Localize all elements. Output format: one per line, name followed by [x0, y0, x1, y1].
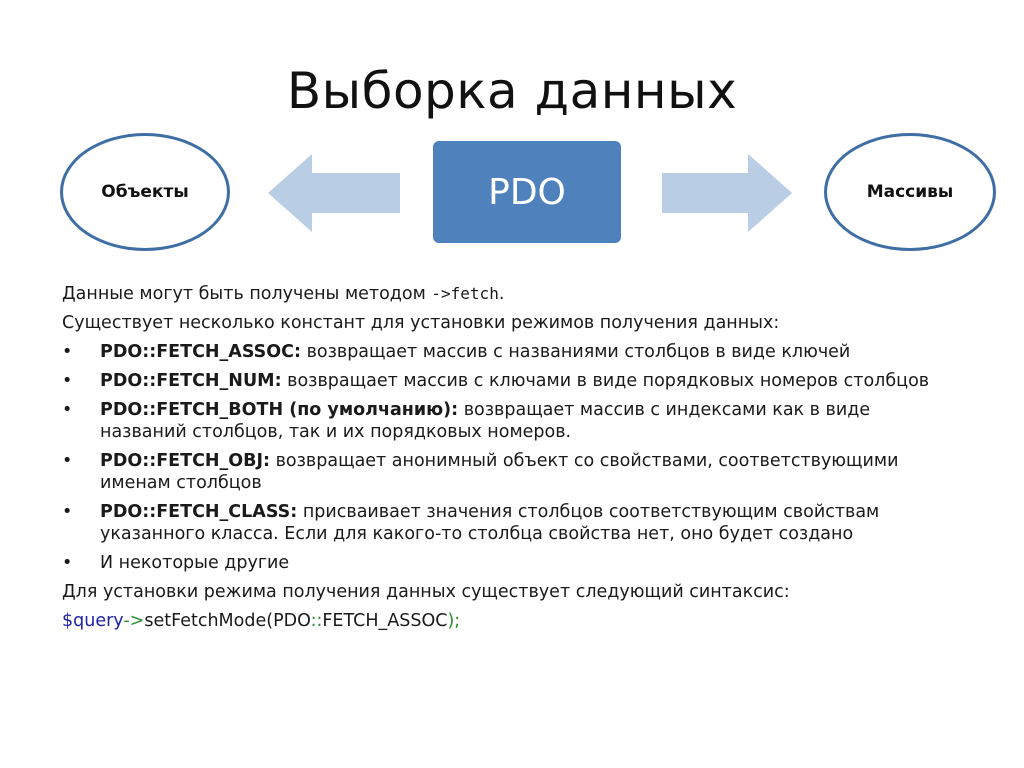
- arrow-right-icon: [662, 154, 792, 232]
- pdo-box: [433, 141, 621, 243]
- bullet-desc: возвращает массив с индексами как в виде названий столбцов, так и их порядковых номеров.: [100, 400, 871, 442]
- pdo-label: PDO: [488, 171, 566, 213]
- list-item: [62, 501, 962, 545]
- bullet-marker: •: [62, 451, 73, 471]
- list-item: [62, 552, 962, 574]
- bullet-desc: возвращает массив с названиями столбцов в виде ключей: [301, 342, 851, 362]
- intro-line-1-suffix: .: [498, 284, 505, 304]
- bullet-term: PDO::FETCH_NUM:: [100, 371, 282, 391]
- intro-line-2: Существует несколько констант для установки режимов получения данных:: [62, 313, 780, 333]
- bullet-term: PDO::FETCH_OBJ:: [100, 451, 271, 471]
- bullet-desc: присваивает значения столбцов соответствующим свойствам указанного класса. Если для какого-то столбца свойства нет, оно будет создано: [100, 502, 880, 544]
- code-arrow: ->: [123, 611, 145, 631]
- list-item: [62, 399, 962, 443]
- objects-label: Объекты: [101, 182, 189, 202]
- list-item: [62, 370, 962, 392]
- slide-body: [62, 283, 962, 632]
- fetch-code: ->fetch: [431, 284, 499, 303]
- intro-line-1: [62, 283, 962, 305]
- code-class: PDO: [273, 611, 311, 631]
- slide-title: Выборка данных: [286, 62, 738, 120]
- bullet-marker: •: [62, 400, 73, 420]
- bullet-desc: возвращает анонимный объект со свойствами, соответствующими именам столбцов: [100, 451, 899, 493]
- code-var: $query: [62, 611, 124, 631]
- code-method: setFetchMode(: [144, 611, 274, 631]
- bullet-desc: возвращает массив с ключами в виде порядковых номеров столбцов: [281, 371, 930, 391]
- bullet-marker: •: [62, 502, 73, 522]
- bullet-term: PDO::FETCH_CLASS:: [100, 502, 298, 522]
- bullet-desc: И некоторые другие: [100, 553, 290, 573]
- code-snippet: [62, 610, 962, 632]
- arrays-label: Массивы: [866, 182, 954, 202]
- arrow-left-icon: [268, 154, 400, 232]
- bullet-marker: •: [62, 342, 73, 362]
- syntax-intro: Для установки режима получения данных существует следующий синтаксис:: [62, 582, 790, 602]
- bullet-marker: •: [62, 371, 73, 391]
- intro-line-1-text: Данные могут быть получены методом: [62, 284, 432, 304]
- list-item: [62, 450, 962, 494]
- code-scope: ::: [310, 611, 323, 631]
- arrays-ellipse: [824, 133, 996, 251]
- list-item: [62, 341, 962, 363]
- code-const: FETCH_ASSOC: [322, 611, 448, 631]
- objects-ellipse: [60, 133, 230, 251]
- bullet-term: PDO::FETCH_BOTH (по умолчанию):: [100, 400, 459, 420]
- code-end: );: [447, 611, 461, 631]
- bullet-term: PDO::FETCH_ASSOC:: [100, 342, 301, 362]
- bullet-marker: •: [62, 553, 73, 573]
- fetch-modes-list: [62, 341, 962, 574]
